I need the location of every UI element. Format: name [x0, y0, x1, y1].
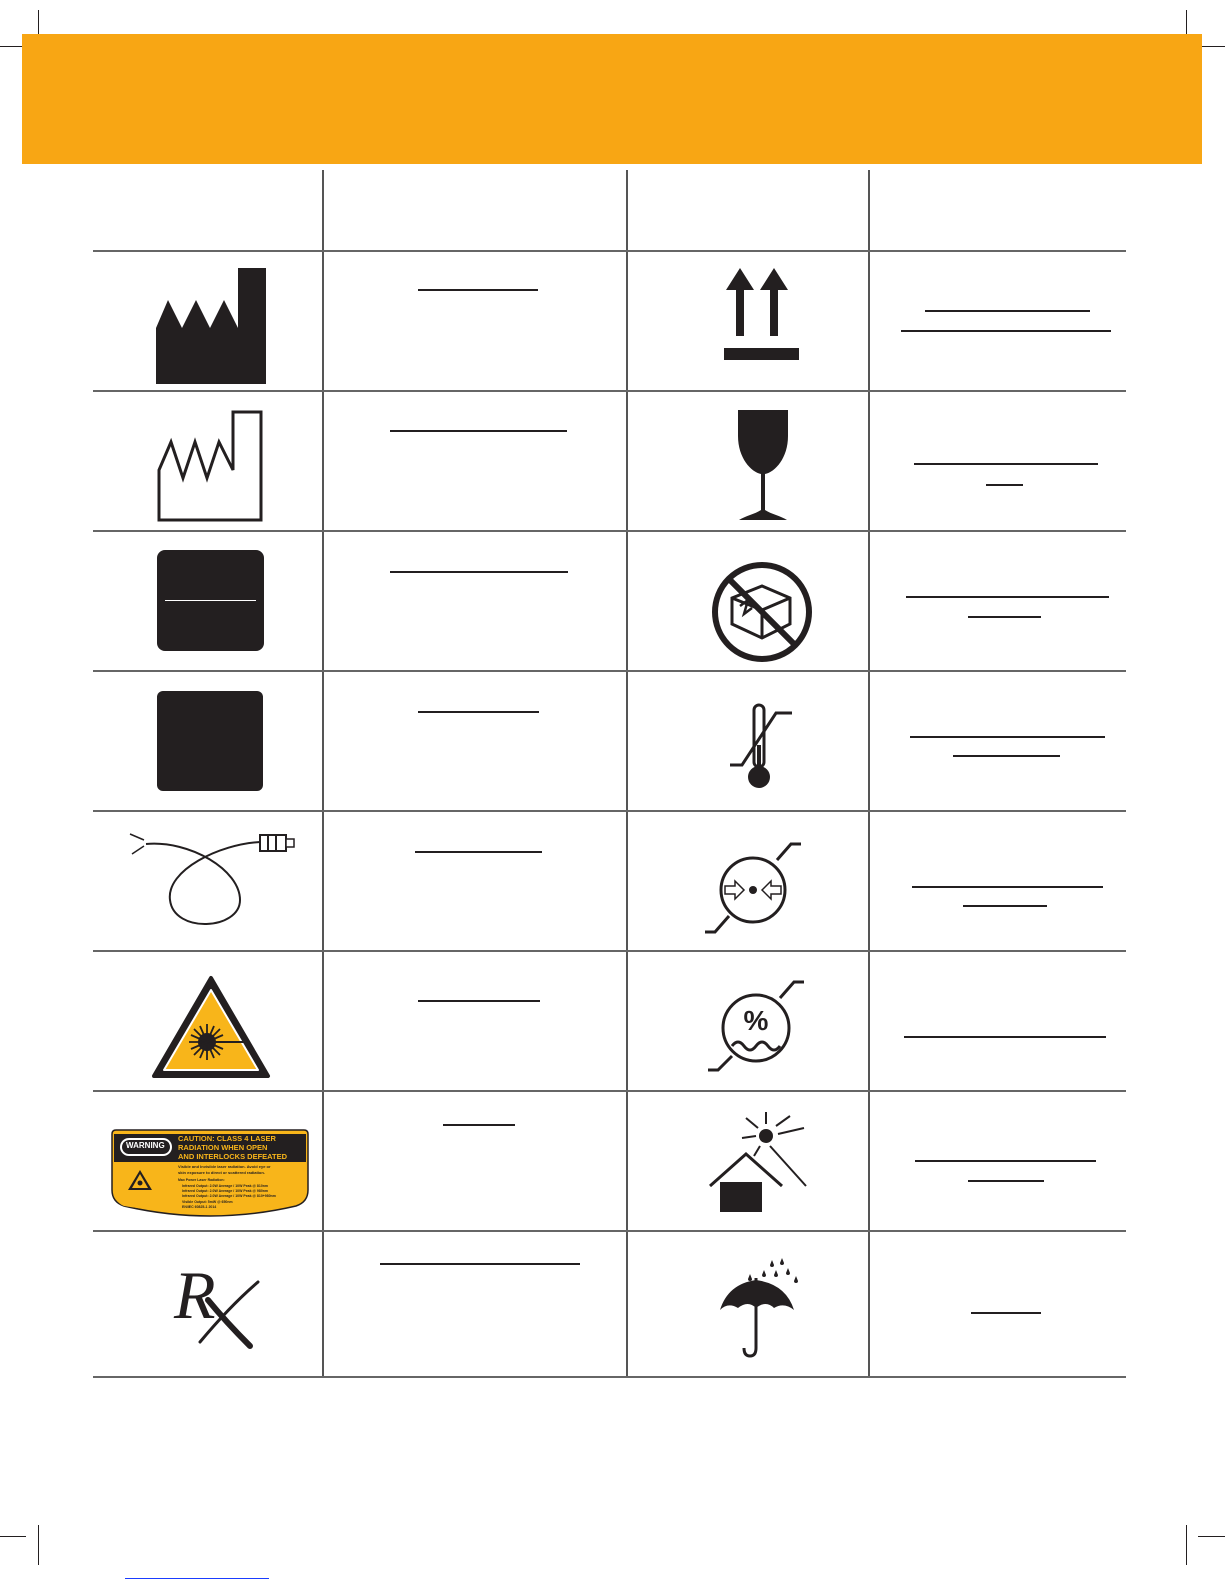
warning-line-7: Visible Output: 5mW @ 650nm — [182, 1200, 233, 1204]
laser-warning-label-icon — [110, 1130, 310, 1214]
row-divider — [93, 390, 1126, 392]
column-divider — [626, 170, 628, 1378]
warning-headline-1: CAUTION: CLASS 4 LASER — [178, 1134, 276, 1143]
svg-text:R: R — [174, 1257, 216, 1333]
row-divider — [93, 950, 1126, 952]
fragile-icon — [737, 410, 789, 524]
description-line — [390, 571, 568, 573]
keep-dry-icon — [720, 1258, 804, 1358]
svg-text:%: % — [743, 1005, 769, 1036]
description-line — [925, 310, 1090, 312]
warning-line-2: skin exposure to direct or scattered radiation. — [178, 1170, 265, 1175]
description-line — [986, 484, 1023, 486]
description-line — [418, 711, 539, 713]
serial-number-box-icon — [157, 550, 264, 651]
humidity-limit-icon — [708, 980, 804, 1076]
lot-box-icon — [157, 691, 263, 791]
crop-mark — [1198, 1536, 1225, 1537]
warning-line-5: Infrared Output: 2.0W Average / 10W Peak @ 980nm — [182, 1189, 269, 1193]
crop-mark — [1186, 1525, 1187, 1565]
description-line — [912, 886, 1103, 888]
warning-line-1: Visible and Invisible laser radiation. Avoid eye or — [178, 1164, 271, 1169]
atmospheric-pressure-limit-icon — [705, 840, 801, 936]
crop-mark — [0, 1536, 26, 1537]
laser-warning-icon — [152, 976, 270, 1080]
temperature-limit-icon — [730, 705, 794, 789]
row-divider — [93, 530, 1126, 532]
row-divider — [93, 1230, 1126, 1232]
warning-badge-text: WARNING — [126, 1141, 165, 1150]
description-line — [418, 289, 538, 291]
do-not-use-if-damaged-icon — [710, 560, 814, 664]
warning-headline-2: RADIATION WHEN OPEN — [178, 1143, 268, 1152]
crop-mark — [38, 1525, 39, 1565]
row-divider — [93, 810, 1126, 812]
footer-link[interactable] — [125, 1578, 269, 1579]
warning-line-8: EN/IEC 60825-1 2014 — [182, 1205, 217, 1209]
warning-line-6: Infrared Output: 2.0W Average / 10W Peak @ 810+980nm — [182, 1194, 276, 1198]
description-line — [910, 736, 1105, 738]
header-banner — [22, 34, 1202, 164]
column-divider — [322, 170, 324, 1378]
description-line — [901, 330, 1111, 332]
description-line — [963, 905, 1047, 907]
description-line — [418, 1000, 540, 1002]
description-line — [968, 616, 1041, 618]
warning-line-4: Infrared Output: 2.0W Average / 10W Peak @ 810nm — [182, 1184, 269, 1188]
description-line — [415, 851, 542, 853]
column-divider — [868, 170, 870, 1378]
manufacturer-icon — [156, 268, 268, 384]
description-line — [906, 596, 1109, 598]
description-line — [443, 1124, 515, 1126]
description-line — [915, 1160, 1096, 1162]
description-line — [380, 1263, 580, 1265]
crop-mark — [1198, 46, 1225, 47]
warning-line-3: Max Power Laser Radiation: — [178, 1178, 225, 1182]
row-divider — [93, 670, 1126, 672]
description-line — [971, 1312, 1041, 1314]
description-line — [390, 430, 567, 432]
description-line — [904, 1036, 1106, 1038]
serial-number-box-divider — [165, 600, 256, 601]
date-of-manufacture-icon — [157, 410, 265, 522]
description-line — [914, 463, 1098, 465]
rx-only-icon — [170, 1258, 260, 1348]
description-line — [968, 1180, 1044, 1182]
row-divider — [93, 1090, 1126, 1092]
warning-headline-3: AND INTERLOCKS DEFEATED — [178, 1152, 288, 1161]
this-way-up-icon — [724, 268, 800, 364]
keep-away-from-sunlight-icon — [706, 1112, 810, 1212]
description-line — [953, 755, 1060, 757]
row-divider — [93, 250, 1126, 252]
fiber-optic-icon — [130, 830, 300, 934]
row-divider — [93, 1376, 1126, 1378]
